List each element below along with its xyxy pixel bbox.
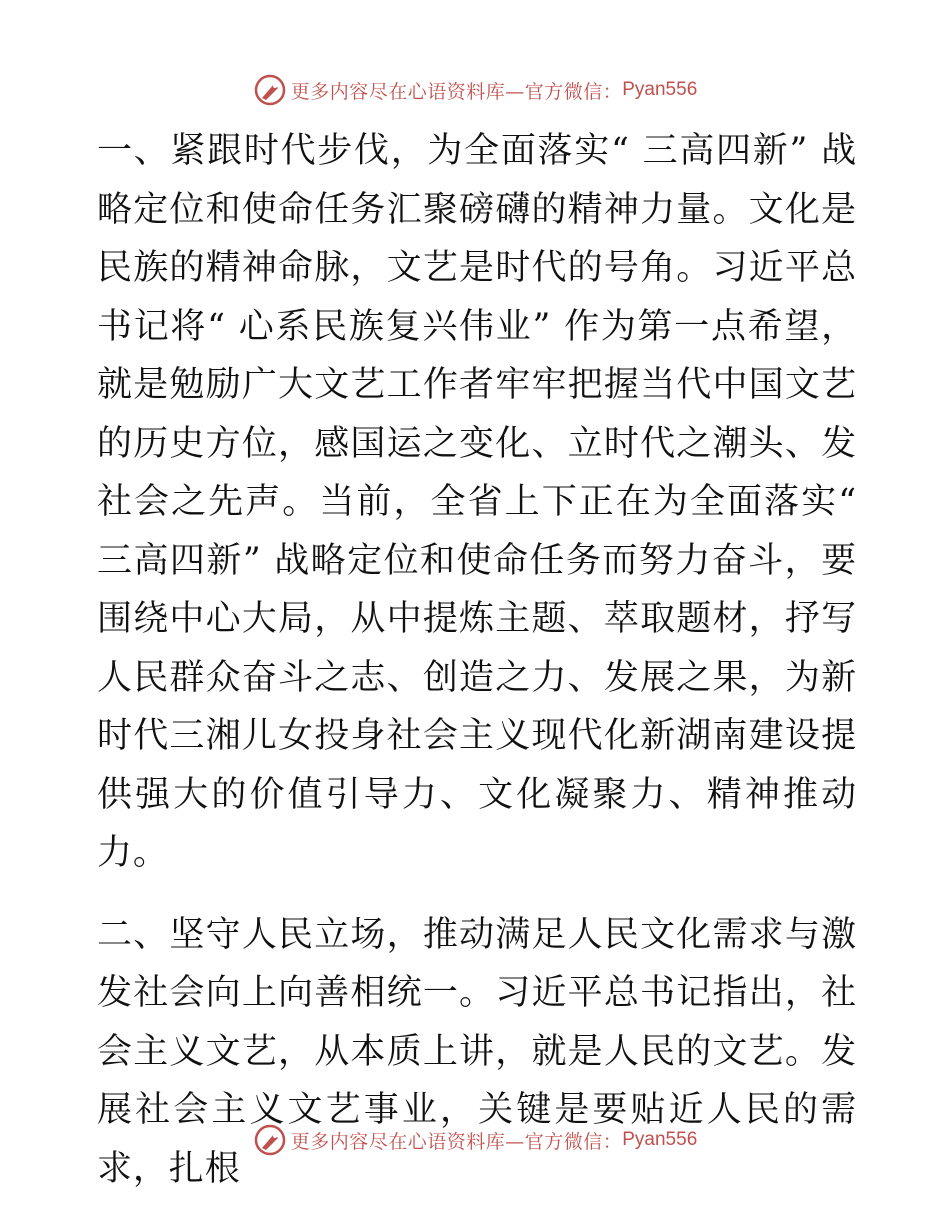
pen-nib-circle-icon [253, 1123, 287, 1157]
banner-wechat-id: Pyan556 [622, 1129, 698, 1150]
pen-nib-circle-icon [253, 73, 287, 107]
document-body [97, 122, 857, 1198]
footer-banner [0, 1120, 950, 1160]
header-banner [0, 70, 950, 110]
paragraph-2: 二、坚守人民立场，推动满足人民文化需求与激发社会向上向善相统一。习近平总书记指出，社会主义文艺，从本质上讲，就是人民的文艺。发展社会主义文艺事业，关键是要贴近人民的需求，扎根 [97, 914, 857, 1189]
banner-text: 更多内容尽在心语资料库—官方微信： [290, 1130, 623, 1153]
banner-text: 更多内容尽在心语资料库—官方微信： [290, 80, 623, 103]
banner-wechat-id: Pyan556 [622, 79, 698, 100]
paragraph-1: 一、紧跟时代步伐，为全面落实“ 三高四新” 战略定位和使命任务汇聚磅礴的精神力量。文化是民族的精神命脉，文艺是时代的号角。习近平总书记将“ 心系民族复兴伟业” 作为第一点希望，就是勉励广大文艺工作者牢牢把握当代中国文艺的历史方位，感国运之变化、立时代之潮头、发社会之先声。当前，全省上下正在为全面落实“ 三高四新” 战略定位和使命任务而努力奋斗，要围绕中心大局，从中提炼主题、萃取题材，抒写人民群众奋斗之志、创造之力、发展之果，为新时代三湘儿女投身社会主义现代化新湖南建设提供强大的价值引导力、文化凝聚力、精神推动力。 [97, 131, 857, 873]
